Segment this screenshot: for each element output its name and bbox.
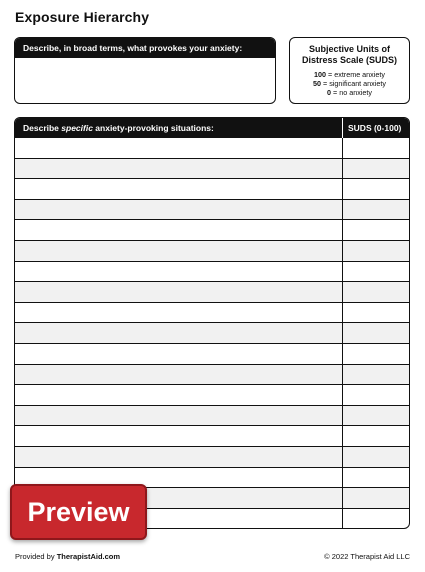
suds-scale-value: 50 [313,79,322,89]
situation-cell[interactable] [15,282,342,302]
table-row [15,241,409,262]
suds-rating-cell[interactable] [342,385,409,405]
suds-rating-cell[interactable] [342,138,409,158]
situation-cell[interactable] [15,241,342,261]
suds-scale-label: = extreme anxiety [326,70,385,79]
table-row [15,138,409,159]
suds-rating-cell[interactable] [342,262,409,282]
suds-rating-cell[interactable] [342,447,409,467]
table-row [15,365,409,386]
situation-cell[interactable] [15,344,342,364]
situation-cell[interactable] [15,262,342,282]
table-row [15,220,409,241]
suds-scale-item [290,88,409,97]
situations-table-body [15,138,409,528]
suds-rating-cell[interactable] [342,200,409,220]
suds-rating-cell[interactable] [342,303,409,323]
preview-banner: Preview [10,484,147,540]
suds-scale-label: = no anxiety [331,88,372,98]
suds-title-line1: Subjective Units of [308,44,390,54]
suds-rating-cell[interactable] [342,220,409,240]
anxiety-provokers-field[interactable] [15,58,275,102]
situation-cell[interactable] [15,426,342,446]
suds-rating-cell[interactable] [342,282,409,302]
suds-rating-cell[interactable] [342,241,409,261]
suds-rating-cell[interactable] [342,509,409,529]
table-row [15,262,409,283]
suds-legend-box [289,37,410,104]
suds-rating-cell[interactable] [342,488,409,508]
suds-scale-list [290,70,409,98]
situation-cell[interactable] [15,159,342,179]
table-row [15,282,409,303]
suds-scale-value: 0 [327,88,332,98]
situation-cell[interactable] [15,365,342,385]
situation-cell[interactable] [15,323,342,343]
suds-rating-cell[interactable] [342,406,409,426]
suds-title-line2: Distress Scale (SUDS) [301,55,398,65]
suds-rating-cell[interactable] [342,365,409,385]
footer-copyright: © 2022 Therapist Aid LLC [324,552,410,561]
suds-scale-label: = significant anxiety [321,79,386,89]
table-row [15,447,409,468]
table-row [15,406,409,427]
suds-rating-cell[interactable] [342,468,409,488]
footer-provided-by [15,552,120,561]
situation-cell[interactable] [15,406,342,426]
situation-cell[interactable] [15,200,342,220]
suds-legend-title [290,44,409,66]
header-suffix: anxiety-provoking situations: [92,123,214,133]
suds-rating-cell[interactable] [342,426,409,446]
header-emphasis: specific [61,123,93,133]
suds-rating-cell[interactable] [342,179,409,199]
suds-rating-cell[interactable] [342,344,409,364]
table-row [15,426,409,447]
situations-column-header [15,118,342,138]
situation-cell[interactable] [15,447,342,467]
situations-table [14,117,410,529]
table-row [15,385,409,406]
page-title: Exposure Hierarchy [15,9,150,25]
anxiety-provokers-box [14,37,276,104]
situation-cell[interactable] [15,220,342,240]
footer-brand[interactable]: TherapistAid.com [56,552,121,561]
table-row [15,179,409,200]
situations-table-header [15,118,409,138]
suds-scale-value: 100 [314,70,327,79]
table-row [15,303,409,324]
situation-cell[interactable] [15,303,342,323]
table-row [15,344,409,365]
suds-scale-item [290,70,409,79]
suds-scale-item [290,79,409,88]
situation-cell[interactable] [15,179,342,199]
anxiety-provokers-header: Describe, in broad terms, what provokes your anxiety: [15,38,275,58]
table-row [15,159,409,180]
table-row [15,200,409,221]
footer-provided-text: Provided by [15,552,57,561]
header-prefix: Describe [23,123,62,133]
situation-cell[interactable] [15,138,342,158]
suds-column-header: SUDS (0-100) [342,118,409,138]
table-row [15,323,409,344]
suds-rating-cell[interactable] [342,159,409,179]
suds-rating-cell[interactable] [342,323,409,343]
situation-cell[interactable] [15,385,342,405]
